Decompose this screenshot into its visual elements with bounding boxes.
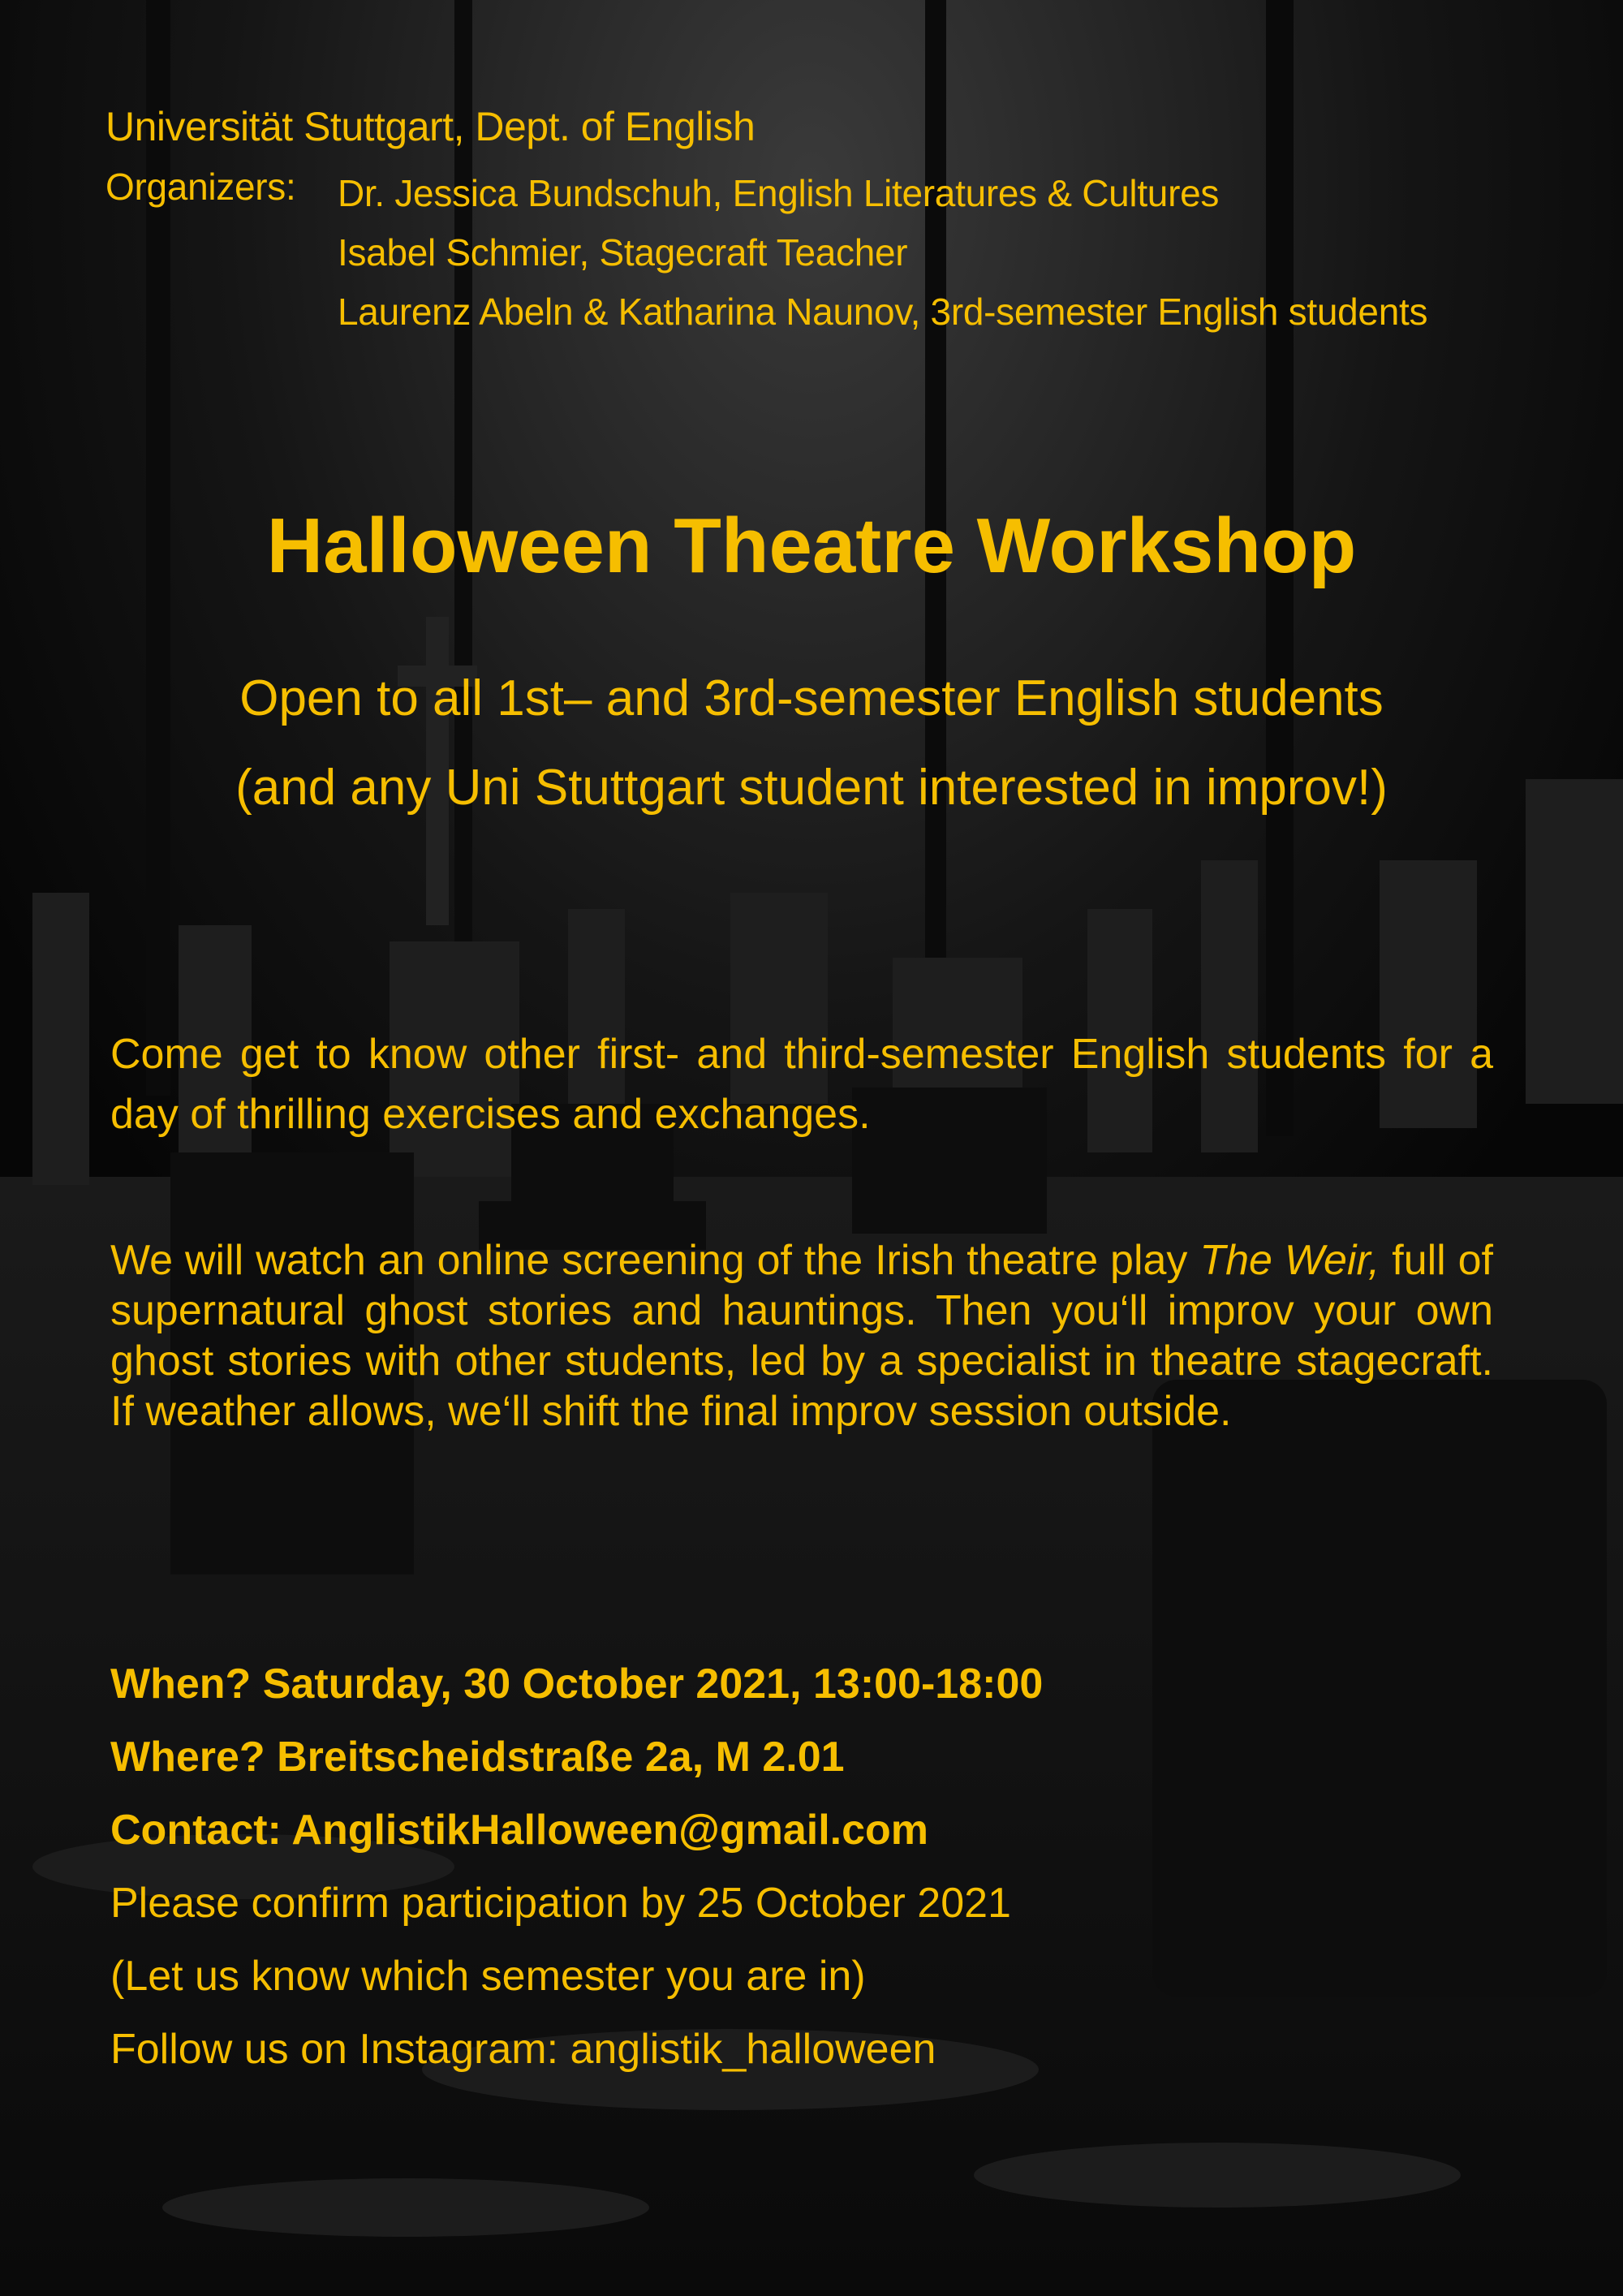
organizer-line: Isabel Schmier, Stagecraft Teacher [338,231,908,274]
play-title: The Weir, [1199,1237,1380,1284]
description-text-end: full of supernatural ghost stories and hauntings. Then you‘ll improv your own ghost stories with other students, led by a specialist in theatre stagecraft. If weather allows, we‘ll shift the final improv session outside. [110,1237,1493,1435]
intro-paragraph: Come get to know other first- and third-semester English students for a day of thrilling exercises and exchanges. [110,1031,1493,1138]
organizers-list [338,164,1427,342]
organizer-line: Dr. Jessica Bundschuh, English Literatures & Cultures [338,172,1220,214]
subtitle-line-1: Open to all 1st– and 3rd-semester English students [239,670,1384,726]
semester-note: (Let us know which semester you are in) [110,1953,866,2000]
event-where: Where? Breitscheidstraße 2a, M 2.01 [110,1734,845,1781]
event-contact: Contact: AnglistikHalloween@gmail.com [110,1807,929,1854]
event-when: When? Saturday, 30 October 2021, 13:00-18:00 [110,1661,1044,1708]
organizers-label: Organizers: [105,166,296,208]
organizer-line: Laurenz Abeln & Katharina Naunov, 3rd-semester English students [338,291,1428,333]
event-details [110,1648,1043,2086]
event-title: Halloween Theatre Workshop [266,502,1357,589]
description-paragraph [110,1235,1493,1437]
university-name: Universität Stuttgart, Dept. of English [105,104,756,149]
subtitle-line-2: (and any Uni Stuttgart student interested in improv!) [235,760,1388,816]
confirm-note: Please confirm participation by 25 October 2021 [110,1880,1011,1927]
instagram-note: Follow us on Instagram: anglistik_halloween [110,2026,936,2073]
description-text-start: We will watch an online screening of the Irish theatre play [110,1237,1200,1284]
event-subtitle [0,654,1623,833]
